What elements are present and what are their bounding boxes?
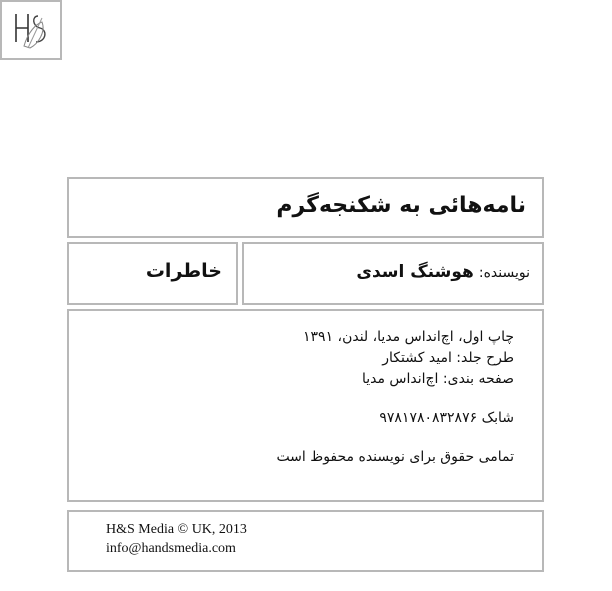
publication-info — [276, 327, 514, 468]
contact-info — [106, 520, 247, 558]
book-title: نامه‌هائی به شکنجه‌گرم — [276, 193, 526, 218]
publisher-logo — [0, 0, 62, 60]
layout-line: صفحه بندی: اچ‌انداس مدیا — [361, 371, 514, 387]
publication-info-box — [67, 309, 544, 502]
cover-design-line: طرح جلد: امید کشتکار — [382, 350, 514, 366]
author-box — [242, 242, 544, 305]
rights-line: تمامی حقوق برای نویسنده محفوظ است — [276, 449, 514, 465]
contact-box — [67, 510, 544, 572]
author-name: هوشنگ اسدی — [356, 262, 474, 282]
edition-line: چاپ اول، اچ‌انداس مدیا، لندن، ۱۳۹۱ — [303, 329, 514, 345]
isbn-line: شابک ۹۷۸۱۷۸۰۸۳۲۸۷۶ — [379, 410, 514, 426]
email-line: info@handsmedia.com — [106, 541, 236, 556]
genre-label: خاطرات — [145, 260, 222, 282]
hands-media-logo-icon — [2, 2, 60, 58]
title-box — [67, 177, 544, 238]
author-line — [356, 262, 530, 282]
genre-box — [67, 242, 238, 305]
copyright-line: H&S Media © UK, 2013 — [106, 522, 247, 537]
author-prefix: نویسنده: — [478, 265, 530, 281]
